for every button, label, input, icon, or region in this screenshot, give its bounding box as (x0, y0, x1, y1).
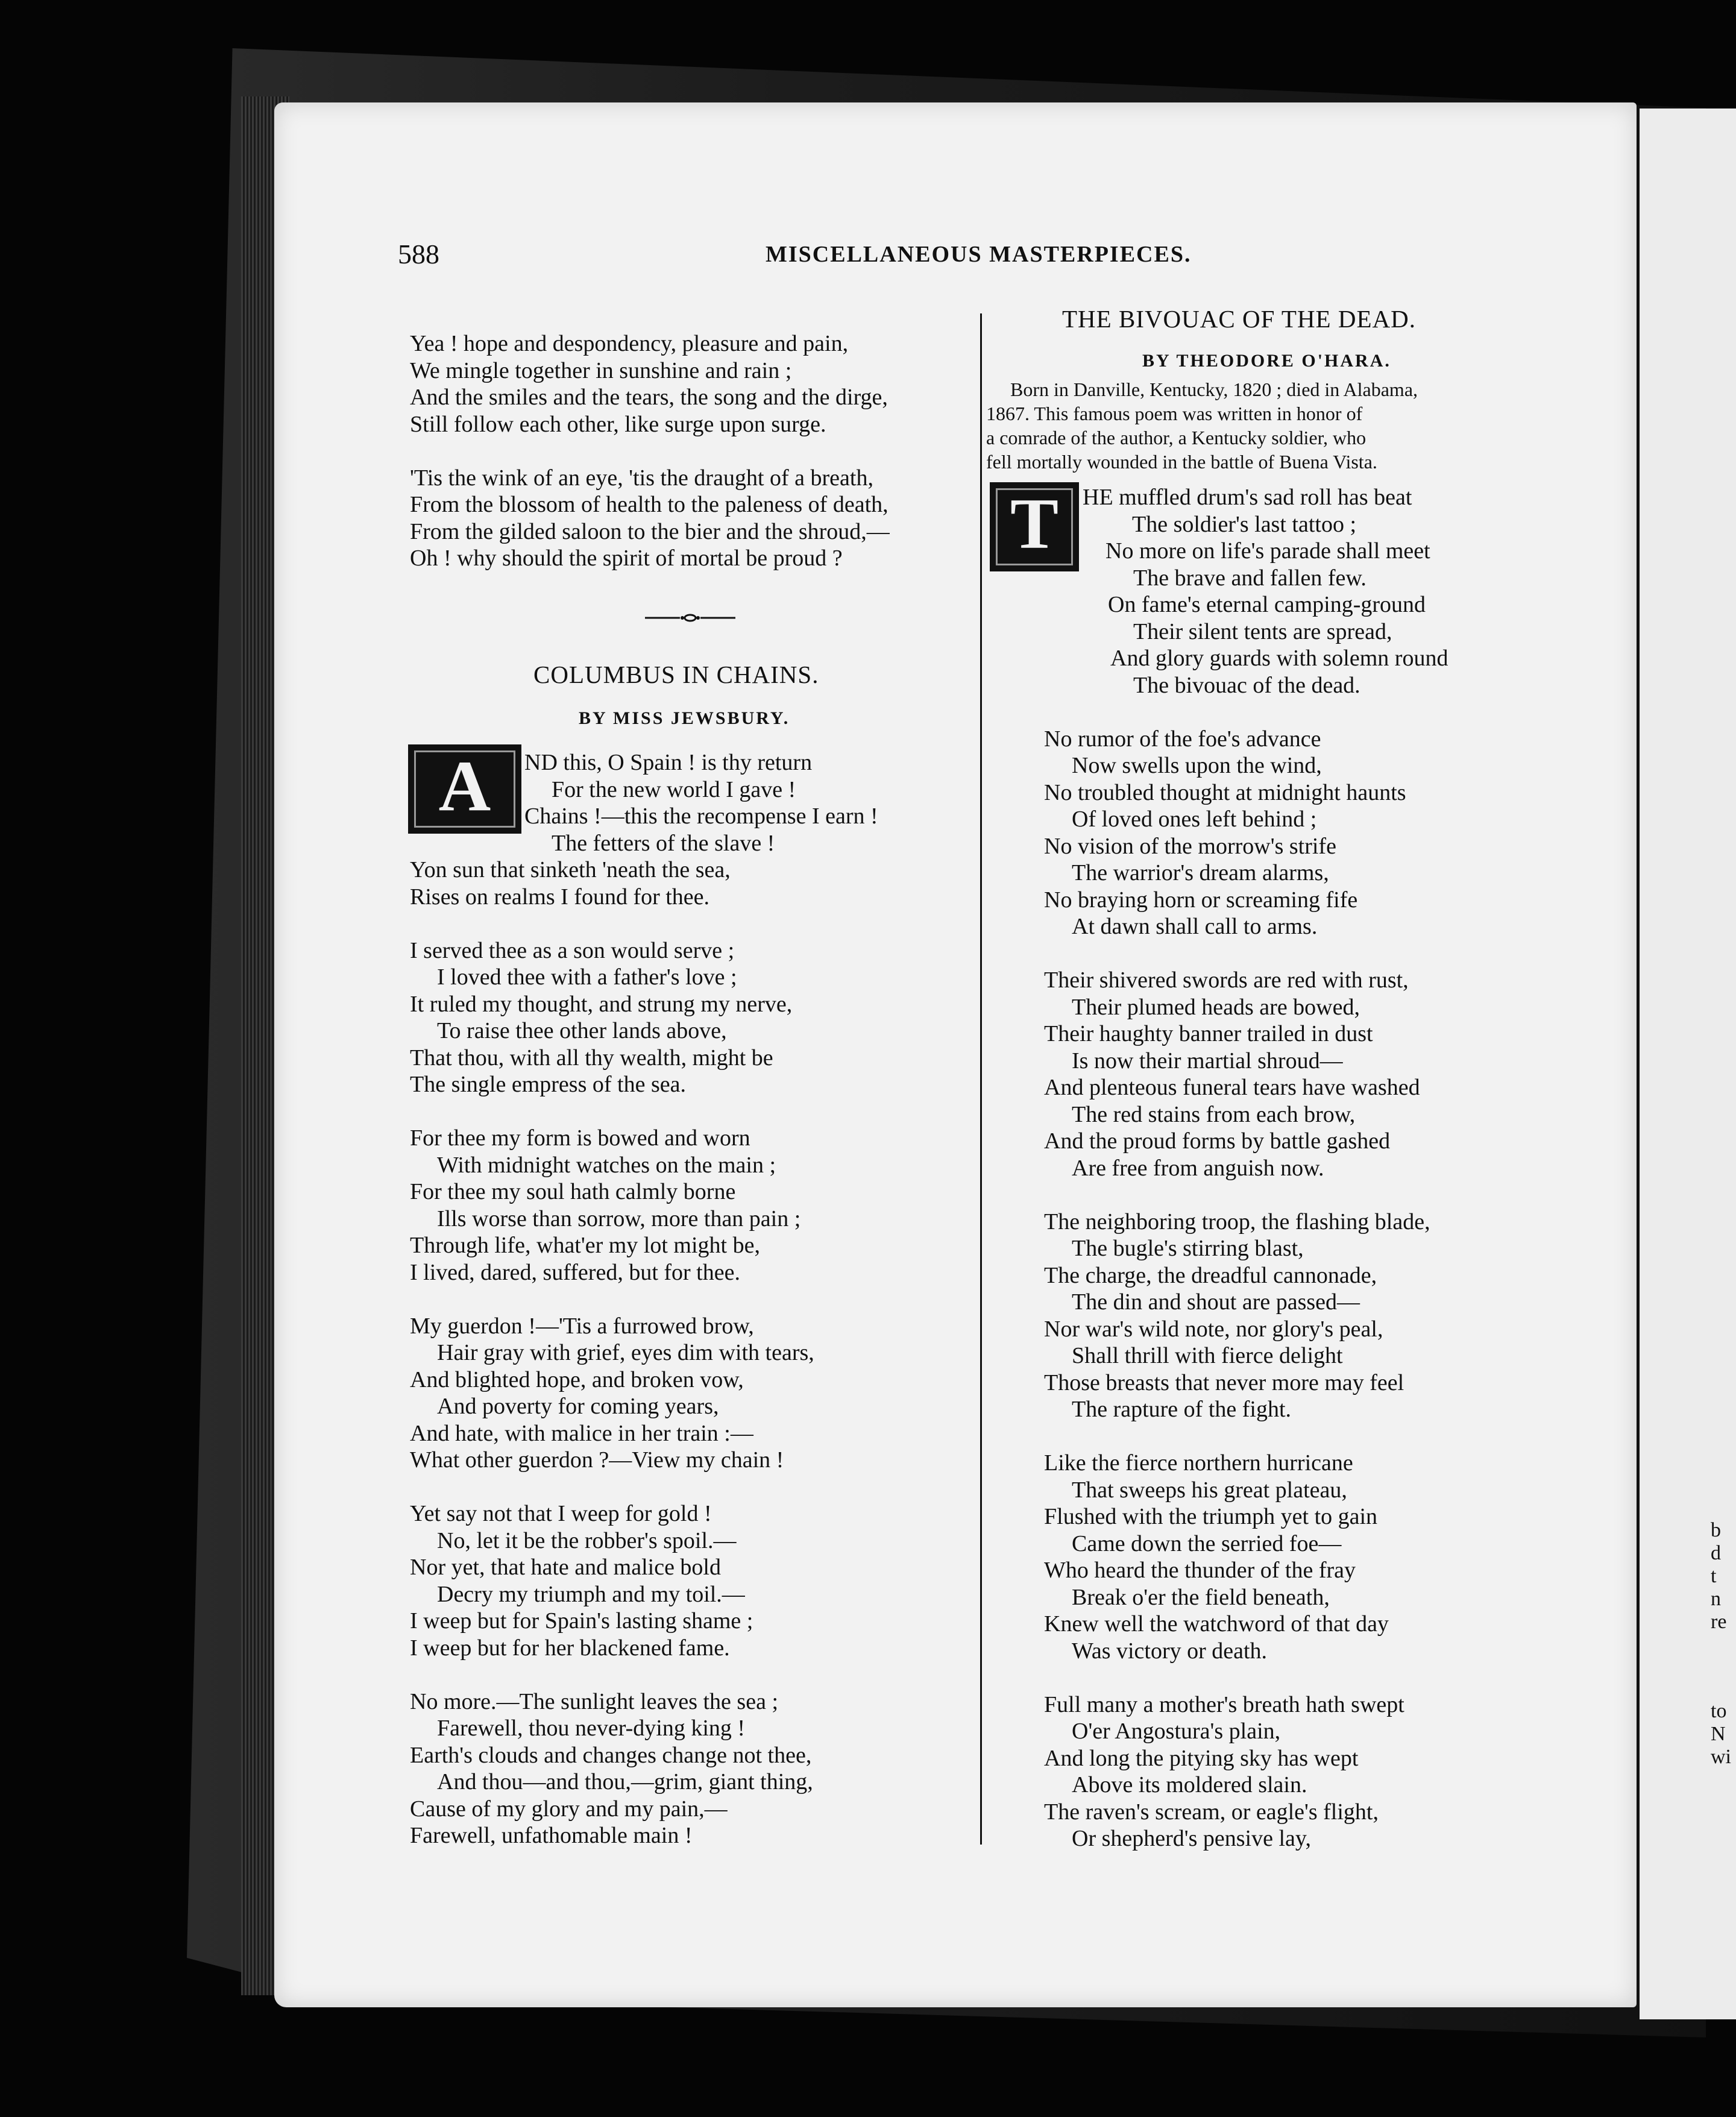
verse-line: Ills worse than sorrow, more than pain ; (437, 1206, 801, 1232)
verse-line: And thou—and thou,—grim, giant thing, (437, 1769, 813, 1795)
facing-page-fragment: N (1711, 1723, 1726, 1745)
facing-page-fragment: d (1711, 1542, 1721, 1564)
verse-line: 'Tis the wink of an eye, 'tis the draught of a breath, (410, 465, 873, 491)
verse-line: The red stains from each brow, (1072, 1101, 1356, 1127)
verse-line: And the proud forms by battle gashed (1044, 1128, 1391, 1154)
verse-line: Of loved ones left behind ; (1072, 807, 1317, 832)
verse-line: Yon sun that sinketh 'neath the sea, (410, 857, 731, 882)
facing-page-fragments (1711, 1519, 1735, 1769)
verse-line: No troubled thought at midnight haunts (1044, 779, 1406, 805)
verse-line: Hair gray with grief, eyes dim with tears, (437, 1340, 814, 1365)
verse-line: To raise thee other lands above, (437, 1018, 727, 1043)
verse-line: The neighboring troop, the flashing blade, (1044, 1209, 1430, 1235)
page-number: 588 (398, 239, 439, 269)
verse-line: The bivouac of the dead. (1133, 672, 1360, 698)
verse-line: From the blossom of health to the paleness of death, (410, 492, 888, 517)
verse-line: I lived, dared, suffered, but for thee. (410, 1259, 740, 1285)
verse-line: Or shepherd's pensive lay, (1072, 1826, 1311, 1851)
running-head: MISCELLANEOUS MASTERPIECES. (766, 242, 1192, 267)
verse-line: The fetters of the slave ! (552, 830, 775, 856)
verse-line: Their shivered swords are red with rust, (1044, 967, 1409, 993)
verse-line: No rumor of the foe's advance (1044, 726, 1321, 752)
poem-title: COLUMBUS IN CHAINS. (533, 661, 819, 688)
headnote-line: a comrade of the author, a Kentucky soldier, who (986, 427, 1366, 448)
verse-line: HE muffled drum's sad roll has beat (1083, 485, 1412, 510)
verse-line: Cause of my glory and my pain,— (410, 1796, 728, 1822)
verse-line: For the new world I gave ! (552, 776, 796, 802)
verse-line: No more on life's parade shall meet (1105, 538, 1430, 564)
verse-line: ND this, O Spain ! is thy return (524, 750, 813, 775)
facing-page-fragment: t (1711, 1565, 1717, 1587)
verse-line: The single empress of the sea. (410, 1072, 686, 1097)
ornament-divider (645, 612, 735, 627)
verse-line: With midnight watches on the main ; (437, 1152, 776, 1178)
verse-line: We mingle together in sunshine and rain ; (410, 357, 792, 383)
drop-cap-letter: T (990, 482, 1079, 571)
verse-line: The din and shout are passed— (1072, 1289, 1360, 1315)
verse-line: Nor yet, that hate and malice bold (410, 1555, 721, 1580)
verse-line: My guerdon !—'Tis a furrowed brow, (410, 1313, 754, 1339)
verse-line: The rapture of the fight. (1072, 1397, 1292, 1422)
verse-line: No braying horn or screaming fife (1044, 887, 1358, 913)
facing-page-fragment: b (1711, 1519, 1721, 1541)
verse-line: Knew well the watchword of that day (1044, 1611, 1389, 1637)
verse-line: The soldier's last tattoo ; (1132, 511, 1357, 537)
verse-line: That sweeps his great plateau, (1072, 1477, 1347, 1503)
verse-line: And blighted hope, and broken vow, (410, 1367, 744, 1392)
verse-line: Yet say not that I weep for gold ! (410, 1501, 712, 1526)
column-rule (980, 313, 982, 1845)
verse-line: Their silent tents are spread, (1133, 618, 1392, 644)
verse-line: And the smiles and the tears, the song and the dirge, (410, 385, 888, 410)
verse-line: Their haughty banner trailed in dust (1044, 1021, 1373, 1046)
verse-line: Nor war's wild note, nor glory's peal, (1044, 1316, 1383, 1342)
verse-line: Break o'er the field beneath, (1072, 1584, 1330, 1610)
headnote-line: fell mortally wounded in the battle of Buena Vista. (986, 451, 1377, 473)
verse-line: Oh ! why should the spirit of mortal be proud ? (410, 546, 843, 571)
verse-line: The bugle's stirring blast, (1072, 1236, 1304, 1261)
verse-line: I weep but for her blackened fame. (410, 1635, 730, 1661)
verse-line: Flushed with the triumph yet to gain (1044, 1504, 1378, 1529)
verse-line: Was victory or death. (1072, 1638, 1268, 1664)
facing-page-fragment: to (1711, 1700, 1727, 1722)
verse-line: I served thee as a son would serve ; (410, 937, 735, 963)
facing-page-fragment: re (1711, 1611, 1727, 1633)
verse-line: Is now their martial shroud— (1072, 1048, 1343, 1074)
verse-line: No, let it be the robber's spoil.— (437, 1527, 737, 1553)
verse-line: The warrior's dream alarms, (1072, 860, 1329, 885)
verse-line: That thou, with all thy wealth, might be (410, 1045, 773, 1071)
verse-line: It ruled my thought, and strung my nerve, (410, 991, 793, 1017)
verse-line: For thee my form is bowed and worn (410, 1125, 750, 1151)
verse-line: Farewell, unfathomable main ! (410, 1823, 693, 1848)
verse-line: From the gilded saloon to the bier and the shroud,— (410, 518, 890, 544)
verse-line: And plenteous funeral tears have washed (1044, 1075, 1420, 1100)
verse-line: And poverty for coming years, (437, 1394, 719, 1419)
poem-byline: BY MISS JEWSBURY. (579, 708, 790, 728)
verse-line: Farewell, thou never-dying king ! (437, 1716, 746, 1741)
verse-line: And long the pitying sky has wept (1044, 1745, 1359, 1771)
verse-line: I weep but for Spain's lasting shame ; (410, 1608, 753, 1634)
verse-line: O'er Angostura's plain, (1072, 1719, 1281, 1744)
verse-line: Came down the serried foe— (1072, 1530, 1342, 1556)
verse-line: No more.—The sunlight leaves the sea ; (410, 1688, 779, 1714)
headnote-line: 1867. This famous poem was written in honor of (986, 403, 1363, 424)
verse-line: Still follow each other, like surge upon surge. (410, 411, 826, 437)
verse-line: Those breasts that never more may feel (1044, 1370, 1404, 1395)
verse-line: Decry my triumph and my toil.— (437, 1581, 745, 1607)
verse-line: Above its moldered slain. (1072, 1772, 1307, 1798)
verse-line: No vision of the morrow's strife (1044, 833, 1336, 859)
verse-line: Now swells upon the wind, (1072, 753, 1322, 778)
verse-line: Earth's clouds and changes change not thee, (410, 1742, 812, 1768)
verse-line: Their plumed heads are bowed, (1072, 994, 1360, 1020)
verse-line: Rises on realms I found for thee. (410, 884, 710, 910)
verse-line: Full many a mother's breath hath swept (1044, 1691, 1404, 1717)
verse-line: Are free from anguish now. (1072, 1155, 1324, 1181)
poem-title: THE BIVOUAC OF THE DEAD. (1062, 305, 1416, 333)
verse-line: At dawn shall call to arms. (1072, 914, 1318, 939)
verse-line: Chains !—this the recompense I earn ! (524, 804, 878, 829)
verse-line: What other guerdon ?—View my chain ! (410, 1447, 784, 1473)
headnote-line: Born in Danville, Kentucky, 1820 ; died in Alabama, (1010, 379, 1418, 400)
verse-line: I loved thee with a father's love ; (437, 964, 737, 990)
poem-byline: BY THEODORE O'HARA. (1142, 351, 1391, 371)
verse-line: And glory guards with solemn round (1110, 646, 1448, 671)
facing-page-fragment: n (1711, 1588, 1721, 1610)
verse-line: Who heard the thunder of the fray (1044, 1558, 1356, 1583)
verse-line: Through life, what'er my lot might be, (410, 1233, 760, 1258)
facing-page-fragment: wi (1711, 1746, 1731, 1768)
verse-line: Shall thrill with fierce delight (1072, 1343, 1343, 1368)
drop-cap-letter: A (408, 744, 521, 834)
verse-line: The charge, the dreadful cannonade, (1044, 1262, 1377, 1288)
verse-line: On fame's eternal camping-ground (1108, 592, 1426, 617)
verse-line: Like the fierce northern hurricane (1044, 1450, 1353, 1476)
verse-line: The brave and fallen few. (1133, 565, 1366, 591)
verse-line: The raven's scream, or eagle's flight, (1044, 1799, 1379, 1825)
verse-line: And hate, with malice in her train :— (410, 1420, 753, 1446)
verse-line: For thee my soul hath calmly borne (410, 1179, 736, 1204)
verse-line: Yea ! hope and despondency, pleasure and pain, (410, 331, 849, 356)
